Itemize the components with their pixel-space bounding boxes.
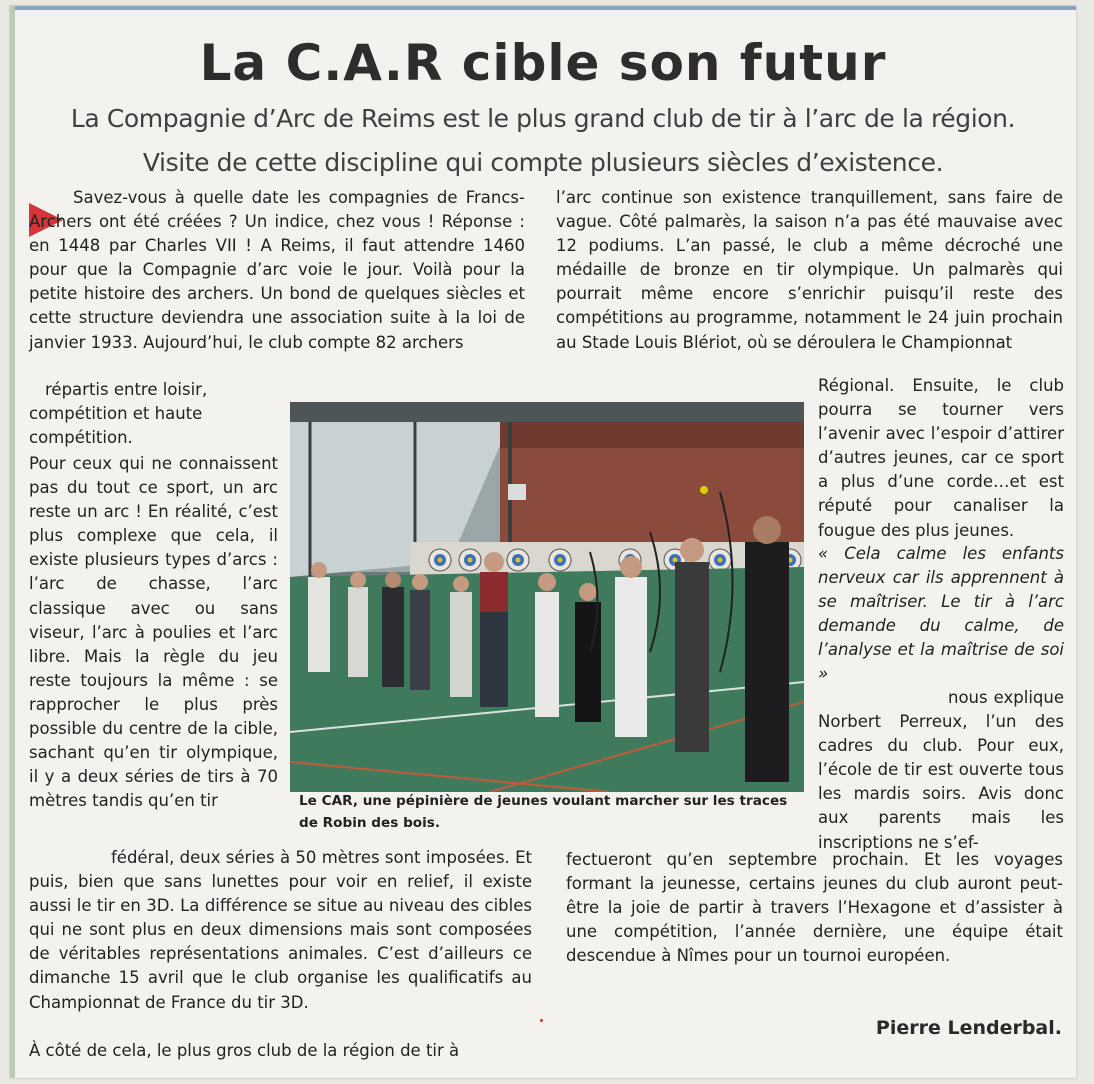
- archery-photo: [290, 402, 804, 792]
- deck-line-2: Visite de cette discipline qui compte plusieurs siècles d’existence.: [142, 148, 944, 177]
- col2-top-text: l’arc continue son existence tranquillement, sans faire de vague. Côté palmarès, la saison n’a pas été mauvaise avec 12 podiums. L’an passé, le club a même décroché une médaille de bronze en tir olympique. Un palmarès qui pourrait même encore s’enrichir puisqu’il reste des compétitions au programme, notamment le 24 juin prochain au Stade Louis Blériot, où se déroulera le Championnat: [556, 188, 1063, 352]
- col1-narrow-text-a: répartis entre loisir, compétition et haute compétition.: [29, 380, 208, 448]
- col2-narrow-text-b: nous explique Norbert Perreux, l’un des cadres du club. Pour eux, l’école de tir est ouverte tous les mardis soirs. Avis donc aux parents mais les inscriptions ne s’ef-: [818, 688, 1064, 852]
- headline: La C.A.R cible son futur: [199, 34, 887, 92]
- photo-caption: Le CAR, une pépinière de jeunes voulant marcher sur les traces de Robin des bois.: [299, 793, 788, 831]
- col1-narrow-text-b: Pour ceux qui ne connaissent pas du tout ce sport, un arc reste un arc ! En réalité, c’est plus complexe que cela, il existe plusieurs types d’arcs : l’arc de chasse, l’arc classique avec ou sans viseur, l’arc à poulies et l’arc libre. Mais la règle du jeu reste toujours la même : se rapprocher le plus près possible du centre de la cible, sachant qu’en tir olympique, il y a deux séries de tirs à 70 mètres tandis qu’en tir: [29, 454, 278, 811]
- photo-illustration: [290, 402, 804, 792]
- col2-quote: « Cela calme les enfants nerveux car ils apprennent à se maîtriser. Le tir à l’arc demande du calme, de l’analyse et la maîtrise de soi »: [818, 544, 1064, 684]
- deck-line-1: La Compagnie d’Arc de Reims est le plus grand club de tir à l’arc de la région.: [70, 104, 1016, 133]
- col1-bottom-text: fédéral, deux séries à 50 mètres sont imposées. Et puis, bien que sans lunettes pour voir en relief, il existe aussi le tir en 3D. La différence se situe au niveau des cibles qui ne sont plus en deux dimensions mais sont composées de véritables représentations animales. C’est d’ailleurs ce dimanche 15 avril que le club organise les qualificatifs au Championnat de France du tir 3D.: [29, 848, 532, 1012]
- col2-narrow-text-a: Régional. Ensuite, le club pourra se tourner vers l’avenir avec l’espoir d’attirer d’autres jeunes, car ce sport a plus d’une corde…et est réputé pour canaliser la fougue des plus jeunes.: [818, 376, 1064, 540]
- byline: Pierre Lenderbal.: [875, 1017, 1062, 1039]
- col1-top-text: Savez-vous à quelle date les compagnies de Francs-Archers ont été créées ? Un indice, chez vous ! Réponse : en 1448 par Charles VII ! A Reims, il faut attendre 1460 pour que la Compagnie d’arc voie le jour. Voilà pour la petite histoire des archers. Un bond de quelques siècles et cette structure deviendra une association suite à la loi de janvier 1933. Aujourd’hui, le club compte 82 archers: [29, 188, 525, 352]
- red-dot: [540, 1019, 543, 1022]
- newspaper-page: [10, 6, 1076, 1078]
- col1-last-line: À côté de cela, le plus gros club de la région de tir à: [29, 1041, 460, 1060]
- top-rule: [10, 6, 1076, 10]
- col2-bottom-text: fectueront qu’en septembre prochain. Et les voyages formant la jeunesse, certains jeunes du club auront peut-être la joie de partir à travers l’Hexagone et d’assister à une compétition, l’année dernière, une équipe était descendue à Nîmes pour un tournoi européen.: [566, 850, 1063, 966]
